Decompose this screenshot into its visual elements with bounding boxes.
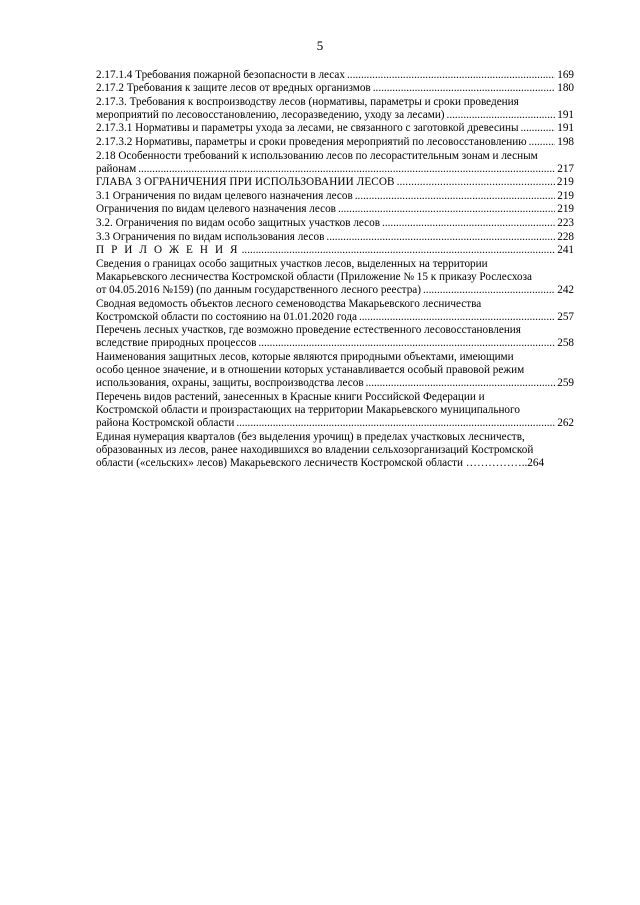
- toc-entry-title: Костромской области по состоянию на 01.01.2020 года: [96, 310, 357, 323]
- toc-entry-page: 262: [557, 416, 574, 429]
- toc-entry-line: Сведения о границах особо защитных участков лесов, выделенных на территории: [96, 257, 488, 270]
- toc-entry-page: 169: [557, 68, 574, 81]
- toc-entry-page: 198: [557, 135, 574, 148]
- toc-entry-title: ГЛАВА 3 ОГРАНИЧЕНИЯ ПРИ ИСПОЛЬЗОВАНИИ ЛЕСОВ: [96, 176, 395, 189]
- toc-entry-line: Единая нумерация кварталов (без выделения урочищ) в пределах участковых лесничеств,: [96, 430, 525, 443]
- toc-entry-page: 191: [557, 122, 574, 135]
- toc-entry-line: Макарьевского лесничества Костромской области (Приложение № 15 к приказу Рослесхоза: [96, 270, 532, 283]
- toc-chapter-heading[interactable]: [96, 176, 574, 189]
- toc-entry[interactable]: [96, 69, 574, 82]
- toc-entry-title: использования, охраны, защиты, воспроизводства лесов: [96, 377, 364, 390]
- table-of-contents: [96, 68, 574, 470]
- toc-entry-title: от 04.05.2016 №159) (по данным государственного лесного реестра): [96, 284, 421, 296]
- toc-entry[interactable]: [96, 122, 574, 135]
- dot-leader: [357, 311, 555, 324]
- toc-entry-page: 219: [556, 176, 574, 189]
- toc-entry-line: Наименования защитных лесов, которые являются природными объектами, имеющими: [96, 350, 514, 363]
- toc-entry-page: 257: [557, 310, 574, 323]
- toc-entry[interactable]: [96, 231, 574, 244]
- toc-entry-page: 191: [557, 108, 574, 121]
- toc-entry-page: 228: [557, 230, 574, 243]
- toc-entry[interactable]: [96, 324, 574, 350]
- toc-entry-page: 259: [557, 377, 574, 390]
- page-number: 5: [316, 38, 324, 53]
- dot-leader: [364, 377, 556, 390]
- dot-leader: [421, 284, 555, 297]
- toc-entry[interactable]: [96, 351, 574, 390]
- toc-entry-page: 219: [557, 203, 574, 216]
- dot-leader: [345, 69, 555, 82]
- toc-entry-page: 217: [557, 162, 574, 175]
- toc-entry-page: 241: [557, 244, 574, 257]
- toc-entry-line: 2.18 Особенности требований к использованию лесов по лесорастительным зонам и лесным: [96, 149, 538, 162]
- toc-entry[interactable]: [96, 150, 574, 176]
- dot-leader: [234, 417, 555, 430]
- dot-leader: [353, 190, 555, 203]
- toc-entry-title: мероприятий по лесовосстановлению, лесоразведению, уходу за лесами): [96, 108, 445, 121]
- toc-entry-line: области («сельских» лесов) Макарьевского лесничеств Костромской области ……………..264: [96, 456, 545, 469]
- toc-appendices-heading[interactable]: [96, 244, 574, 257]
- dot-leader: [527, 136, 556, 149]
- toc-entry-page: 258: [557, 337, 574, 350]
- dot-leader: [336, 203, 555, 216]
- toc-entry[interactable]: [96, 391, 574, 430]
- dot-leader: [136, 163, 555, 176]
- toc-entry[interactable]: [96, 96, 574, 122]
- toc-entry-line: Перечень видов растений, занесенных в Красные книги Российской Федерации и: [96, 390, 485, 403]
- toc-entry-title: районам: [96, 162, 137, 175]
- toc-entry-title: П Р И Л О Ж Е Н И Я: [96, 244, 240, 257]
- toc-entry-title: 3.3 Ограничения по видам использования лесов: [96, 230, 325, 243]
- toc-entry[interactable]: [96, 217, 574, 230]
- toc-entry-title: 3.1 Ограничения по видам целевого назначения лесов: [96, 189, 353, 202]
- toc-entry[interactable]: [96, 298, 574, 324]
- toc-entry-title: Ограничения по видам целевого назначения лесов: [96, 203, 336, 216]
- toc-entry-page: 180: [557, 82, 574, 95]
- toc-entry[interactable]: [96, 190, 574, 203]
- toc-entry[interactable]: [96, 203, 574, 216]
- toc-entry-title: района Костромской области: [96, 416, 235, 429]
- toc-entry-title: 3.2. Ограничения по видам особо защитных участков лесов: [96, 217, 381, 230]
- toc-entry-line: Сводная ведомость объектов лесного семеноводства Макарьевского лесничества: [96, 297, 482, 310]
- toc-entry-line: 2.17.3. Требования к воспроизводству лесов (нормативы, параметры и сроки проведения: [96, 95, 519, 108]
- toc-entry-title: 2.17.3.1 Нормативы и параметры ухода за лесами, не связанного с заготовкой древесины: [96, 122, 519, 135]
- dot-leader: [324, 231, 555, 244]
- toc-entry-line: Перечень лесных участков, где возможно проведение естественного лесовосстановления: [96, 324, 521, 337]
- toc-entry-final[interactable]: [96, 431, 574, 470]
- toc-entry-line: образованных из лесов, ранее находившихся во владении сельхозорганизаций Костромской: [96, 443, 534, 456]
- dot-leader: [518, 122, 555, 135]
- toc-entry[interactable]: [96, 258, 574, 297]
- dot-leader: [256, 337, 555, 350]
- toc-entry-title: 2.17.2 Требования к защите лесов от вредных организмов: [96, 82, 371, 95]
- toc-entry[interactable]: [96, 136, 574, 149]
- toc-entry-page: 242: [557, 284, 574, 296]
- toc-entry-line: Костромской области и произрастающих на территории Макарьевского муниципального: [96, 403, 520, 416]
- toc-entry[interactable]: [96, 82, 574, 95]
- dot-leader: [395, 176, 555, 189]
- dot-leader: [380, 217, 555, 230]
- dot-leader: [240, 244, 556, 257]
- toc-entry-title: вследствие природных процессов: [96, 337, 257, 350]
- dot-leader: [445, 109, 556, 122]
- toc-entry-title: 2.17.1.4 Требования пожарной безопасности в лесах: [96, 68, 345, 81]
- toc-entry-page: 223: [557, 217, 574, 230]
- toc-entry-title: 2.17.3.2 Нормативы, параметры и сроки проведения мероприятий по лесовосстановлению: [96, 135, 527, 148]
- toc-entry-page: 219: [557, 189, 574, 202]
- toc-entry-line: особо ценное значение, и в отношении которых устанавливается особый правовой режим: [96, 364, 525, 377]
- dot-leader: [371, 82, 556, 95]
